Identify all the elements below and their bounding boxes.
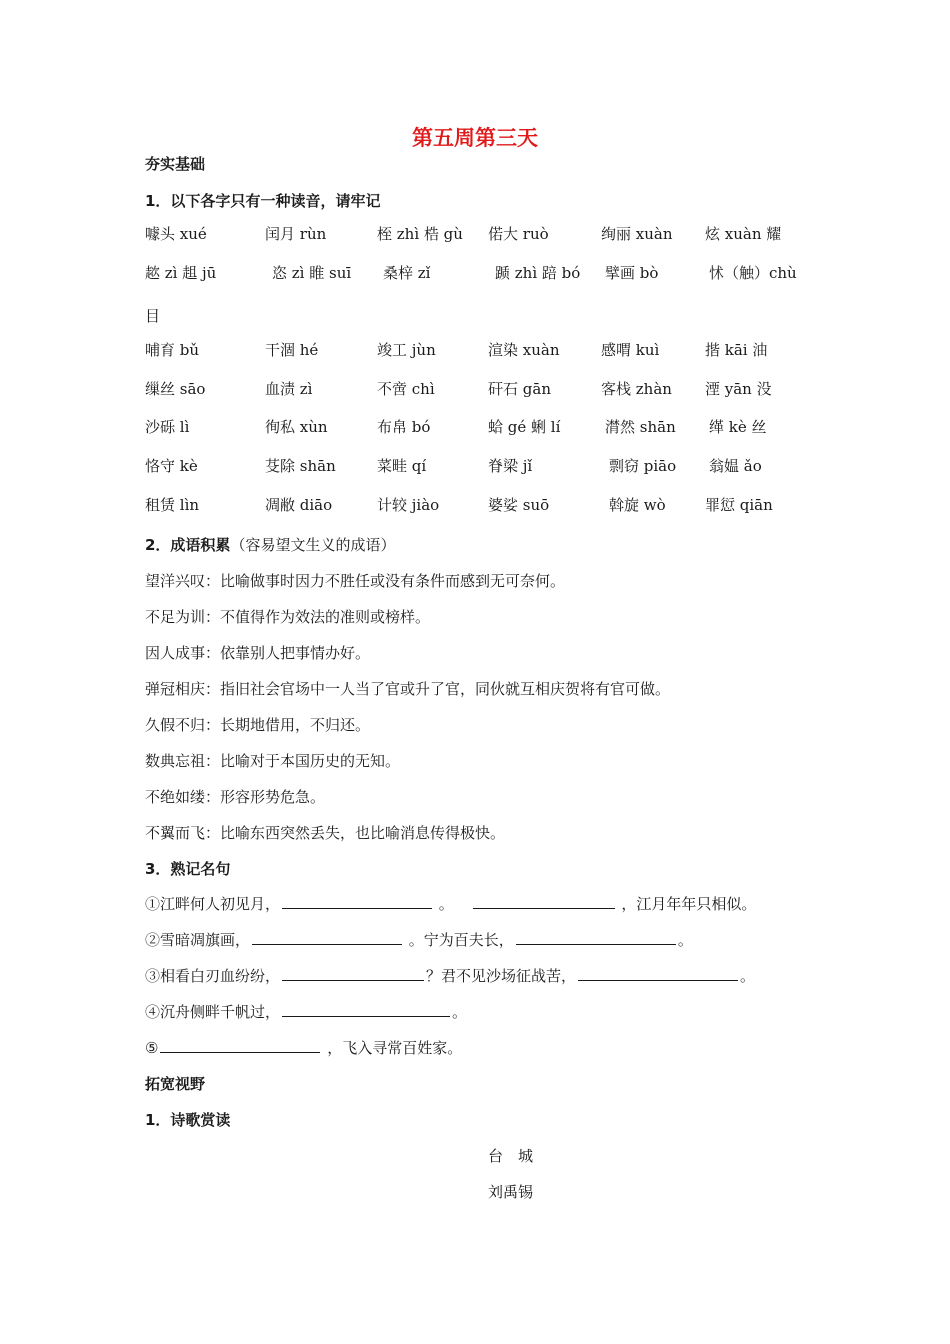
quote-text: ③相看白刃血纷纷， (145, 967, 281, 985)
idiom-item: 望洋兴叹：比喻做事时因力不胜任或没有条件而感到无可奈何。 (145, 572, 566, 590)
word-item: 趑 zì 趄 jū (145, 264, 217, 282)
idiom-item: 久假不归：长期地借用，不归还。 (145, 716, 371, 734)
question-2-title: 2．成语积累 (145, 536, 231, 554)
answer-blank[interactable] (252, 930, 402, 945)
word-item: 湮 yān 没 (705, 380, 772, 398)
word-item: 恪守 kè (145, 457, 198, 475)
answer-blank[interactable] (516, 930, 676, 945)
word-item: 桎 zhì 梏 gù (377, 225, 463, 243)
answer-blank[interactable] (282, 894, 432, 909)
word-item: 揩 kāi 油 (705, 341, 768, 359)
section-heading-basics: 夯实基础 (145, 155, 206, 173)
answer-blank[interactable] (282, 966, 424, 981)
quote-line-3 (145, 965, 755, 986)
word-item: 血渍 zì (265, 380, 313, 398)
idiom-item: 不绝如缕：形容形势危急。 (145, 788, 326, 806)
word-item: 恣 zì 睢 suī (272, 264, 352, 282)
question-2-heading (145, 534, 395, 555)
word-item: 蛤 gé 蜊 lí (488, 418, 561, 436)
quote-text: ，飞入寻常百姓家。 (327, 1039, 463, 1057)
word-item: 斡旋 wò (609, 496, 666, 514)
quote-text: 。 (438, 895, 454, 913)
word-item: 感喟 kuì (601, 341, 660, 359)
word-item: 凋敝 diāo (265, 496, 333, 514)
quote-text: 。 (740, 967, 756, 985)
word-item-wrap: 目 (145, 307, 161, 325)
quote-line-4 (145, 1001, 467, 1022)
word-item: 布帛 bó (377, 418, 431, 436)
poem-title: 台 城 (488, 1147, 534, 1165)
word-item: 渲染 xuàn (488, 341, 560, 359)
answer-blank[interactable] (578, 966, 738, 981)
word-item: 绚丽 xuàn (601, 225, 673, 243)
word-item: 菜畦 qí (377, 457, 427, 475)
quote-text: ④沉舟侧畔千帆过， (145, 1003, 281, 1021)
word-item: 桑梓 zǐ (383, 264, 431, 282)
section-heading-broaden: 拓宽视野 (145, 1075, 206, 1093)
word-item: 不啻 chì (377, 380, 435, 398)
idiom-item: 不翼而飞：比喻东西突然丢失，也比喻消息传得极快。 (145, 824, 506, 842)
word-item: 炫 xuàn 耀 (705, 225, 782, 243)
word-item: 租赁 lìn (145, 496, 200, 514)
word-item: 沙砾 lì (145, 418, 190, 436)
word-item: 罪愆 qiān (705, 496, 773, 514)
answer-blank[interactable] (473, 894, 615, 909)
word-item: 剽窃 piāo (609, 457, 677, 475)
word-item: 矸石 gān (488, 380, 551, 398)
word-item: 徇私 xùn (265, 418, 328, 436)
word-item: 缫丝 sāo (145, 380, 206, 398)
word-item: 计较 jiào (377, 496, 440, 514)
poem-author: 刘禹锡 (488, 1183, 534, 1201)
question-3-heading: 3．熟记名句 (145, 860, 231, 878)
quote-text: 。 (452, 1003, 468, 1021)
page-title: 第五周第三天 (412, 126, 538, 150)
word-item: 脊梁 jǐ (488, 457, 533, 475)
word-item: 竣工 jùn (377, 341, 436, 359)
quote-text: ⑤ (145, 1039, 159, 1057)
idiom-item: 数典忘祖：比喻对于本国历史的无知。 (145, 752, 401, 770)
word-item: 客栈 zhàn (601, 380, 672, 398)
idiom-item: 不足为训：不值得作为效法的准则或榜样。 (145, 608, 431, 626)
question-2-note: （容易望文生义的成语） (230, 536, 396, 554)
quote-text: 。 (677, 931, 693, 949)
word-item: 潸然 shān (605, 418, 676, 436)
quote-text: 。宁为百夫长， (408, 931, 514, 949)
word-item: 擘画 bò (605, 264, 659, 282)
answer-blank[interactable] (160, 1038, 320, 1053)
word-item: 闰月 rùn (265, 225, 327, 243)
word-item: 踬 zhì 踣 bó (495, 264, 581, 282)
word-item: 噱头 xué (145, 225, 207, 243)
question-poem-heading: 1．诗歌赏读 (145, 1111, 231, 1129)
answer-blank[interactable] (282, 1002, 450, 1017)
question-1-heading: 1．以下各字只有一种读音，请牢记 (145, 192, 381, 210)
word-item: 干涸 hé (265, 341, 319, 359)
word-item: 哺育 bǔ (145, 341, 200, 359)
word-item: 婆娑 suō (488, 496, 550, 514)
quote-line-1 (145, 893, 756, 914)
word-item: 翁媪 ǎo (709, 457, 762, 475)
quote-line-2 (145, 929, 693, 950)
idiom-item: 弹冠相庆：指旧社会官场中一人当了官或升了官，同伙就互相庆贺将有官可做。 (145, 680, 671, 698)
idiom-item: 因人成事：依靠别人把事情办好。 (145, 644, 371, 662)
word-item: 缂 kè 丝 (709, 418, 767, 436)
quote-text: ②雪暗凋旗画， (145, 931, 251, 949)
word-item: 偌大 ruò (488, 225, 549, 243)
word-item: 怵（触）chù (709, 264, 797, 282)
word-item: 芟除 shān (265, 457, 336, 475)
quote-text: ①江畔何人初见月， (145, 895, 281, 913)
quote-text: ，江月年年只相似。 (621, 895, 757, 913)
quote-text: ？君不见沙场征战苦， (426, 967, 577, 985)
quote-line-5 (145, 1037, 462, 1058)
